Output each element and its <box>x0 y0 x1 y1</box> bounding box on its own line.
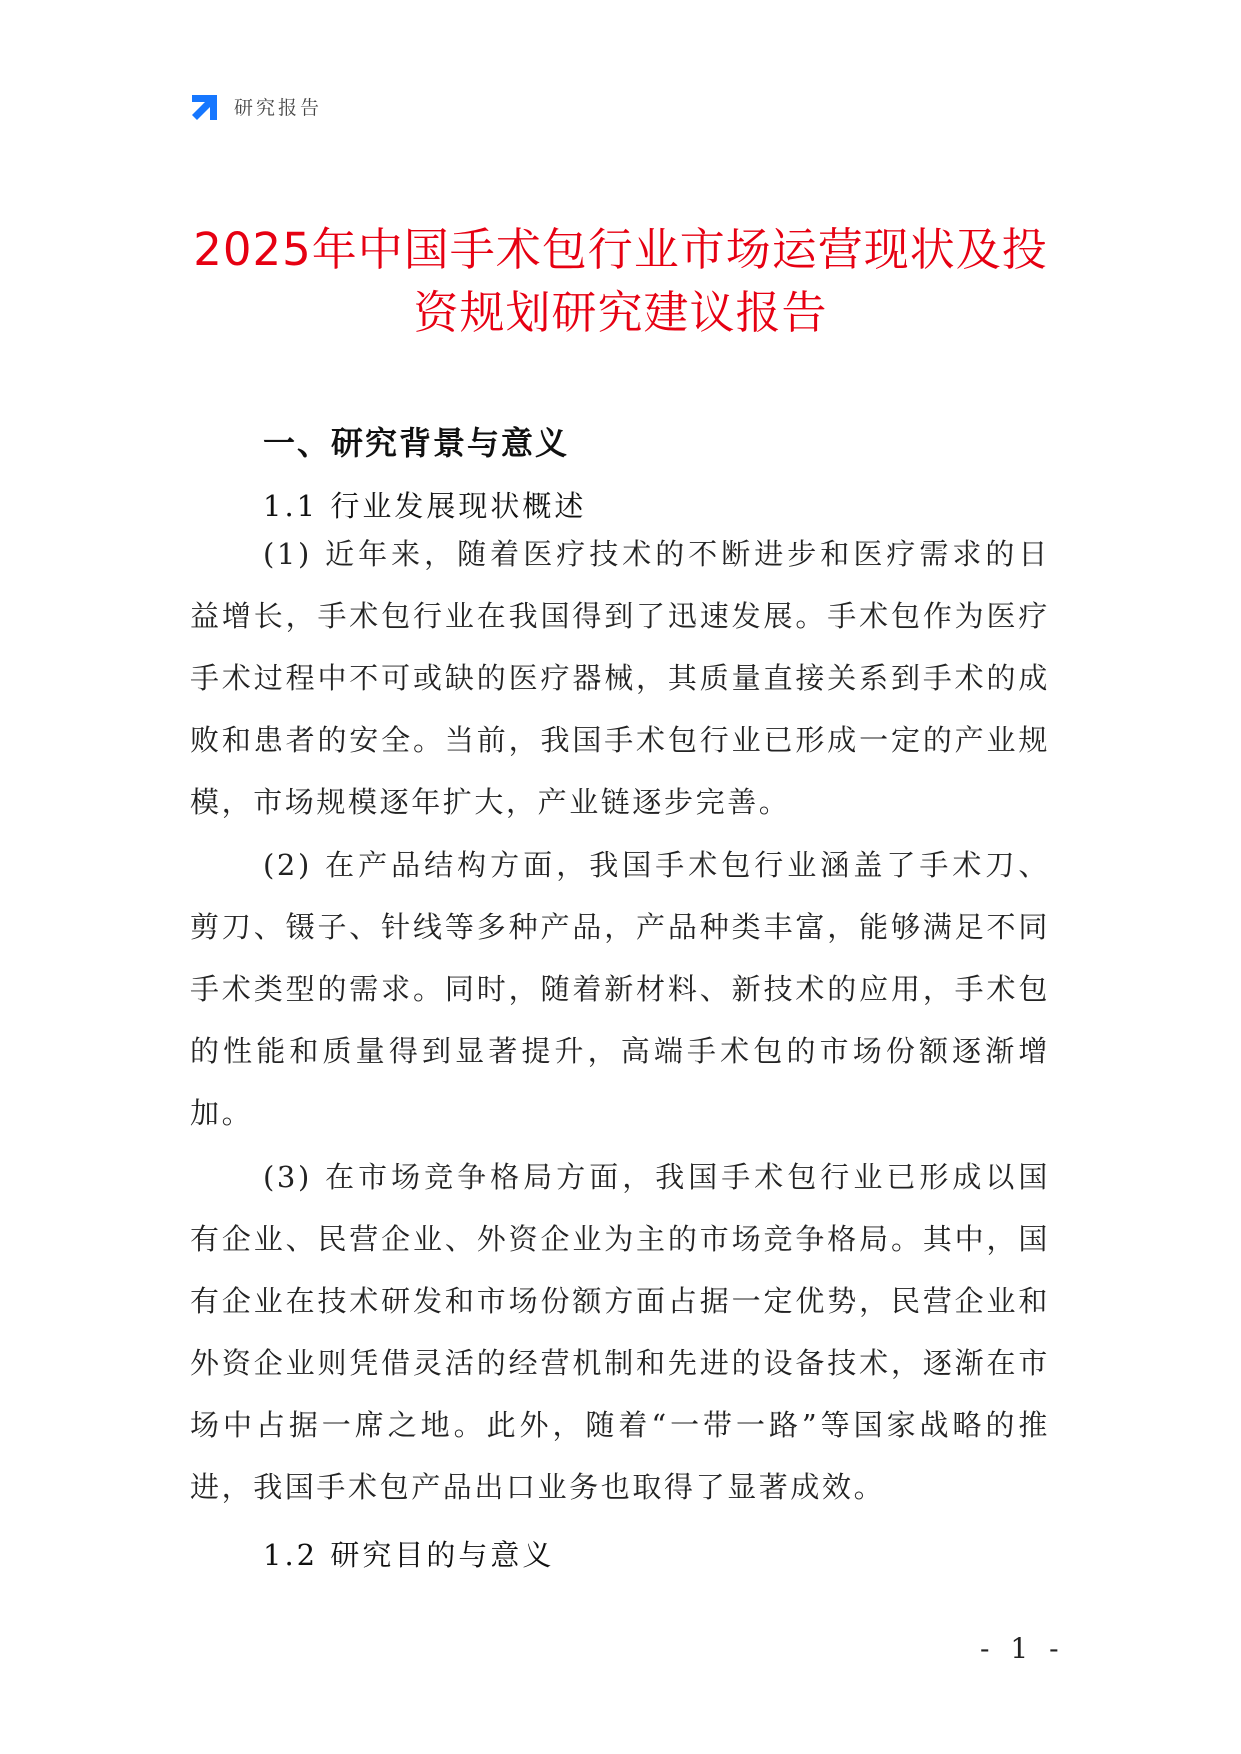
report-header <box>190 90 322 122</box>
brand-label: 研究报告 <box>234 96 323 119</box>
subsection-heading-1-1: 1.1 行业发展现状概述 <box>263 489 587 523</box>
paragraph-1: (1) 近年来，随着医疗技术的不断进步和医疗需求的日益增长，手术包行业在我国得到了迅速发展。手术包作为医疗手术过程中不可或缺的医疗器械，其质量直接关系到手术的成败和患者的安全。当前，我国手术包行业已形成一定的产业规模，市场规模逐年扩大，产业链逐步完善。 <box>190 537 1050 819</box>
document-title <box>150 218 1091 344</box>
title-line-2: 资规划研究建议报告 <box>413 286 828 339</box>
section-heading-1: 一、研究背景与意义 <box>263 424 570 462</box>
paragraph-2: (2) 在产品结构方面，我国手术包行业涵盖了手术刀、剪刀、镊子、针线等多种产品，产品种类丰富，能够满足不同手术类型的需求。同时，随着新材料、新技术的应用，手术包的性能和质量得到显著提升，高端手术包的市场份额逐渐增加。 <box>190 848 1050 1130</box>
paragraph-3: (3) 在市场竞争格局方面，我国手术包行业已形成以国有企业、民营企业、外资企业为主的市场竞争格局。其中，国有企业在技术研发和市场份额方面占据一定优势，民营企业和外资企业则凭借灵活的经营机制和先进的设备技术，逐渐在市场中占据一席之地。此外，随着“一带一路”等国家战略的推进，我国手术包产品出口业务也取得了显著成效。 <box>190 1160 1050 1504</box>
subsection-heading-1-2: 1.2 研究目的与意义 <box>263 1538 555 1572</box>
arrow-logo-icon <box>190 90 222 122</box>
title-line-1: 2025年中国手术包行业市场运营现状及投 <box>193 223 1048 276</box>
page-number: - 1 - <box>980 1632 1065 1665</box>
